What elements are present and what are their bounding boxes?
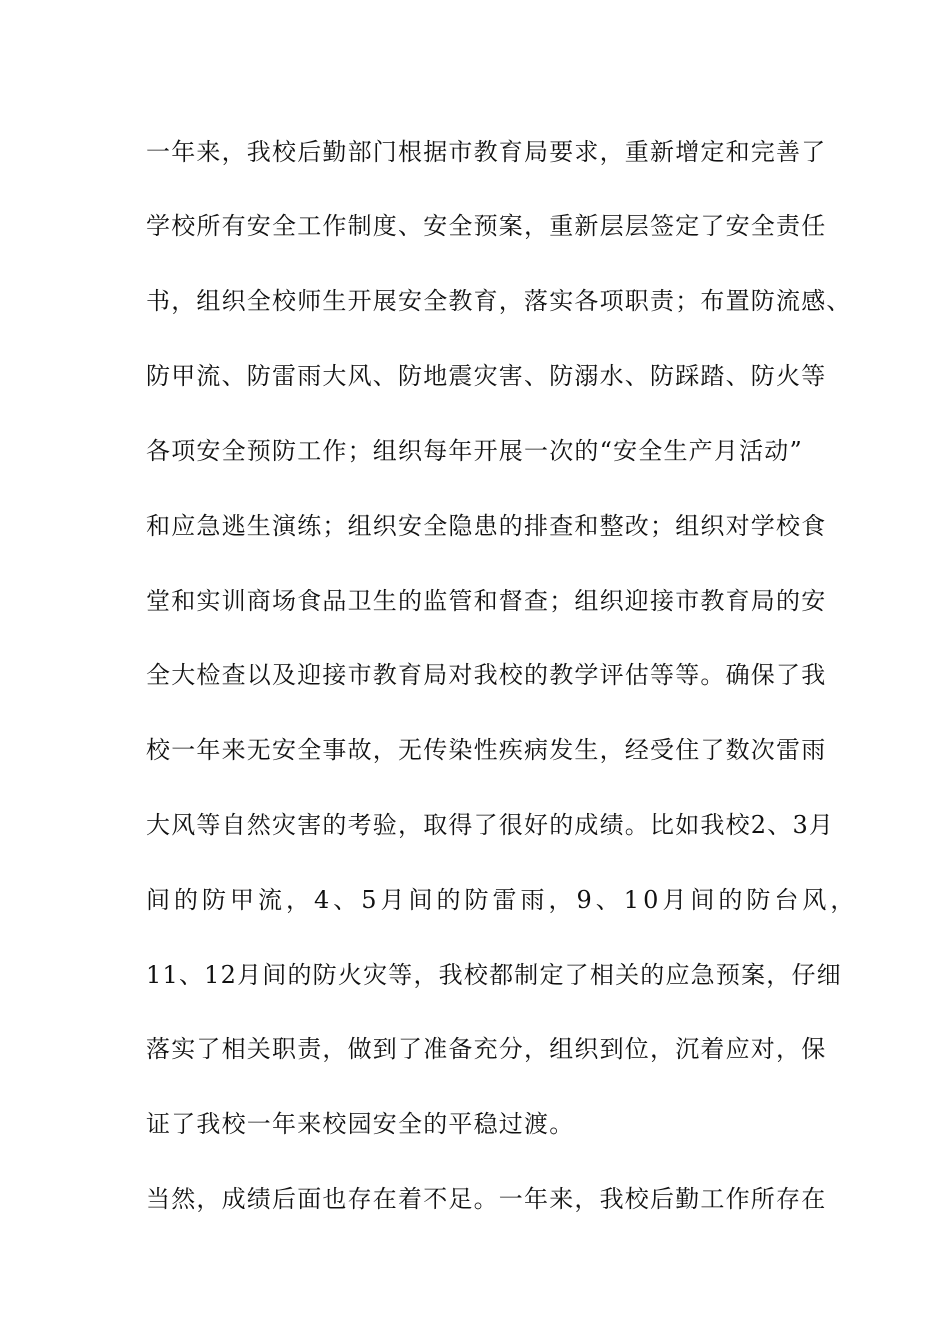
text-line-10: 大风等自然灾害的考验，取得了很好的成绩。比如我校2、3月 (146, 811, 835, 839)
text-line-13: 落实了相关职责，做到了准备充分，组织到位，沉着应对，保 (146, 1035, 827, 1063)
text-line-4: 防甲流、防雷雨大风、防地震灾害、防溺水、防踩踏、防火等 (146, 362, 827, 390)
text-line-7: 堂和实训商场食品卫生的监管和督查；组织迎接市教育局的安 (146, 587, 827, 615)
text-line-14: 证了我校一年来校园安全的平稳过渡。 (146, 1110, 575, 1138)
text-line-8: 全大检查以及迎接市教育局对我校的教学评估等等。确保了我 (146, 661, 827, 689)
text-line-11: 间的防甲流，4、5月间的防雷雨，9、10月间的防台风， (146, 886, 859, 914)
text-line-12: 11、12月间的防火灾等，我校都制定了相关的应急预案，仔细 (146, 961, 842, 989)
text-line-9: 校一年来无安全事故，无传染性疾病发生，经受住了数次雷雨 (146, 736, 827, 764)
text-line-5: 各项安全预防工作；组织每年开展一次的“安全生产月活动” (146, 437, 803, 465)
text-line-6: 和应急逃生演练；组织安全隐患的排查和整改；组织对学校食 (146, 512, 827, 540)
text-line-15: 当然，成绩后面也存在着不足。一年来，我校后勤工作所存在 (146, 1185, 827, 1213)
text-line-1: 一年来，我校后勤部门根据市教育局要求，重新增定和完善了 (146, 138, 827, 166)
text-line-2: 学校所有安全工作制度、安全预案，重新层层签定了安全责任 (146, 212, 827, 240)
text-line-3: 书，组织全校师生开展安全教育，落实各项职责；布置防流感、 (146, 287, 852, 315)
